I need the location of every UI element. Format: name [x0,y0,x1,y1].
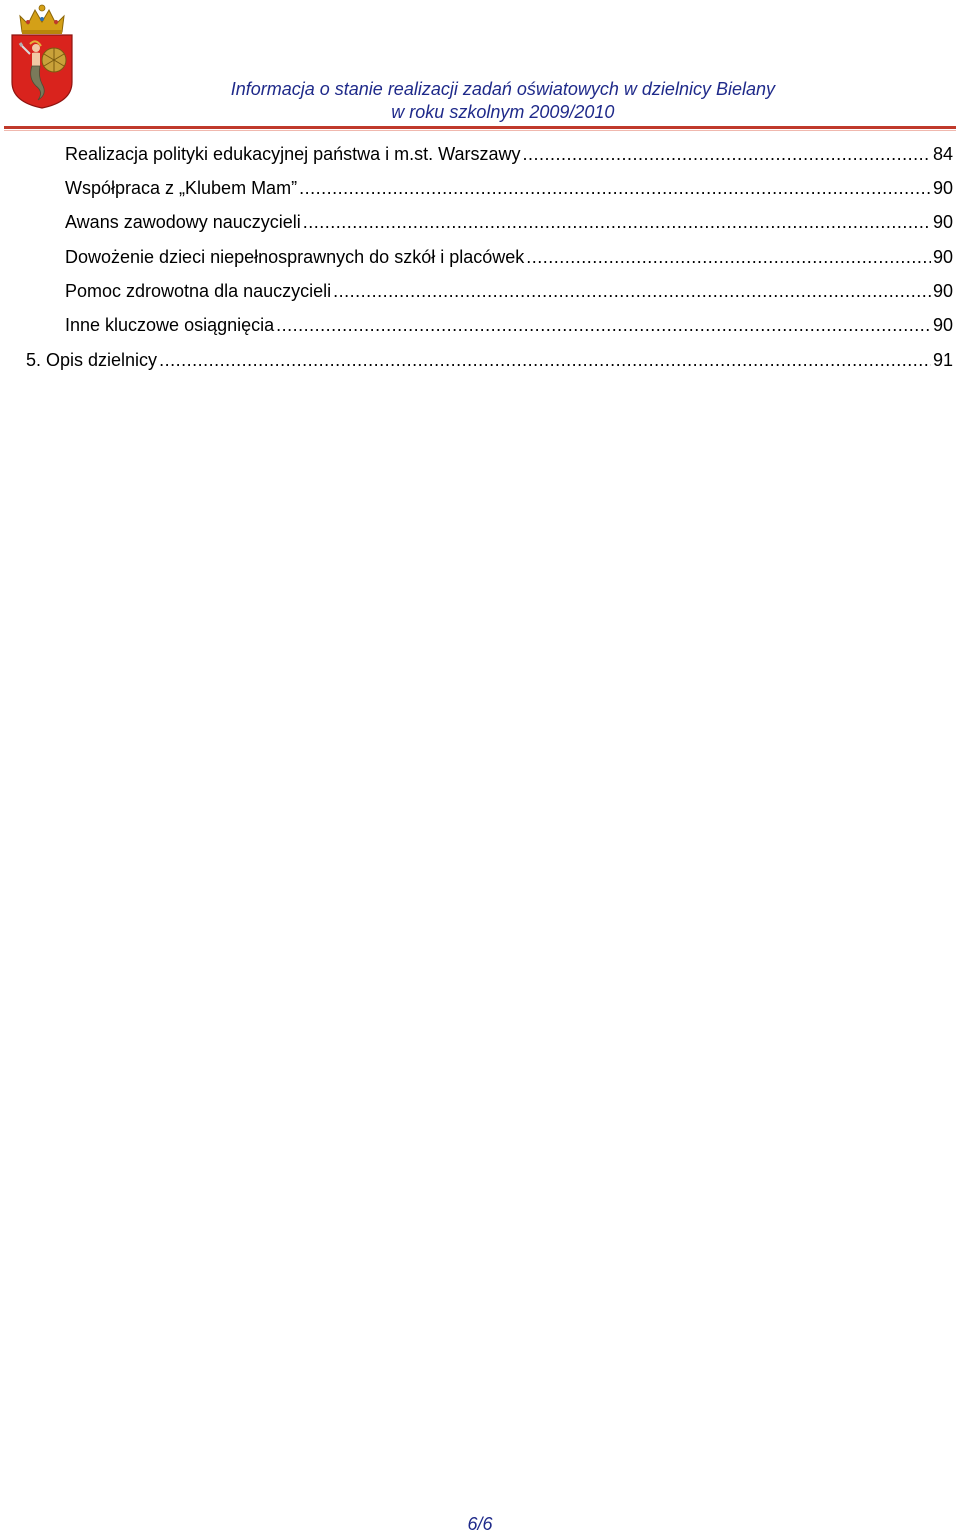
header-divider-shadow [4,130,956,131]
toc-entry[interactable] [65,141,953,167]
toc-entry-page: 91 [932,350,953,370]
toc-entry-label: Inne kluczowe osiągnięcia [65,315,275,335]
toc-entry[interactable] [65,244,953,270]
toc-entry-page: 90 [932,212,953,232]
toc-entry-label: Realizacja polityki edukacyjnej państwa i m.st. Warszawy [65,144,521,164]
document-title-line2: w roku szkolnym 2009/2010 [391,102,615,122]
document-title-line1: Informacja o stanie realizacji zadań oświatowych w dzielnicy Bielany [230,79,775,99]
toc-entry[interactable] [65,312,953,338]
toc-entry-leader [303,209,931,235]
toc-entry-label: Awans zawodowy nauczycieli [65,212,301,232]
toc-entry-label: Pomoc zdrowotna dla nauczycieli [65,281,332,301]
toc-entry[interactable] [65,175,953,201]
toc-entry-leader [526,244,931,270]
toc-entry-label: Współpraca z „Klubem Mam” [65,178,298,198]
page-header [0,0,960,135]
page-number: 6/6 [467,1514,493,1534]
toc-entry-leader [276,312,931,338]
toc-entry-label: Dowożenie dzieci niepełnosprawnych do szkół i placówek [65,247,525,267]
toc-entry-page: 90 [932,315,953,335]
toc-entry-section[interactable] [26,347,953,373]
toc-entry-leader [333,278,931,304]
toc-entry[interactable] [65,278,953,304]
toc-entry-leader [299,175,931,201]
toc-entry-label: 5. Opis dzielnicy [26,350,158,370]
warsaw-coat-of-arms-icon [8,2,76,110]
toc-entry[interactable] [65,209,953,235]
header-divider [4,126,956,129]
toc-entry-page: 90 [932,281,953,301]
document-title [231,78,775,124]
toc-entry-leader [523,141,931,167]
toc-entry-leader [159,347,931,373]
toc-entry-page: 84 [932,144,953,164]
toc-entry-page: 90 [932,247,953,267]
toc-entry-page: 90 [932,178,953,198]
